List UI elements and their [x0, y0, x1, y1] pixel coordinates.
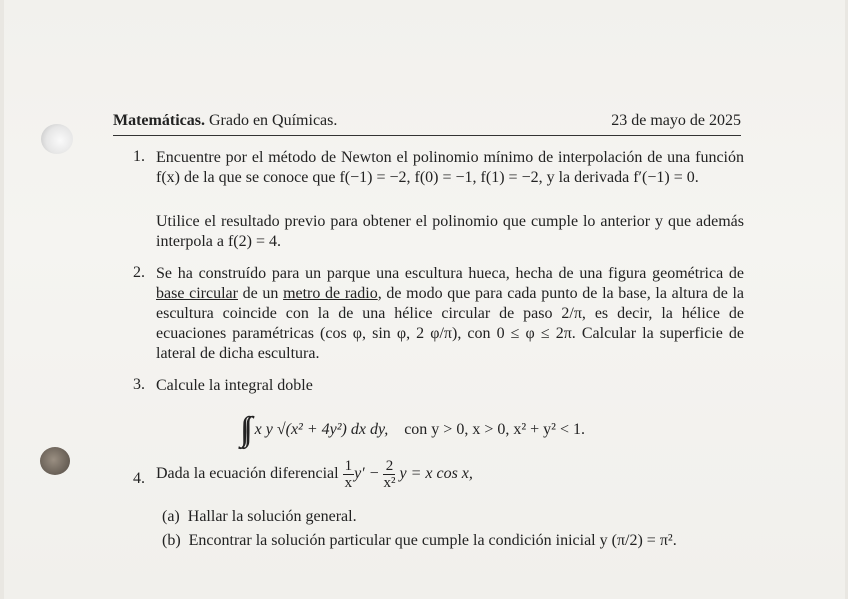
punch-hole-top [41, 124, 73, 154]
equation-middle: y′ − [354, 465, 380, 483]
fraction-2-over-x2 [383, 458, 395, 491]
fraction-1-over-x [343, 458, 355, 491]
problem-1-paragraph-1: Encuentre por el método de Newton el polinomio mínimo de interpolación de una función f(x) de la que se conoce que f(−1) = −2, f(0) = −1, f(1) = −2, y la derivada f′(−1) = 0. [156, 149, 744, 186]
problem-2-text-b: de un [237, 285, 284, 302]
equation-rhs: y = x cos x, [399, 465, 473, 483]
fraction-1-numerator: 1 [344, 458, 353, 474]
double-integral-sign-icon: ∫∫ [240, 411, 247, 448]
problem-4-equation [156, 458, 744, 491]
part-a-text: Hallar la solución general. [187, 508, 357, 525]
integral-conditions: con y > 0, x > 0, x² + y² < 1. [404, 421, 585, 438]
double-integral [240, 405, 585, 448]
underlined-metro-de-radio: metro de radio [283, 285, 378, 302]
problem-3-number: 3. [133, 376, 145, 393]
part-b-label: (b) [162, 532, 181, 549]
course-title-bold: Matemáticas. [113, 112, 205, 129]
problem-2-text-c: , de modo que para cada punto de la base, la altura de la escultura coincide con la de una hélice circular de paso 2/π, es decir, la hélice de ecuaciones paramétricas (cos φ, sin φ, 2 φ/π), con 0 ≤ φ ≤ 2π. Calcular la superficie de lateral de dicha escultura. [156, 285, 745, 362]
problem-2-number: 2. [133, 264, 145, 281]
fraction-2-denominator: x² [383, 475, 396, 491]
problem-4-intro: Dada la ecuación diferencial [156, 465, 339, 483]
problem-2-text [156, 264, 744, 364]
course-title-rest: Grado en Químicas. [208, 112, 338, 129]
underlined-base-circular: base circular [156, 285, 238, 302]
header-rule [113, 135, 741, 136]
part-b [162, 532, 677, 550]
fraction-2-numerator: 2 [383, 458, 395, 475]
problem-4-number: 4. [133, 470, 145, 487]
part-b-text: Encontrar la solución particular que cumple la condición inicial y (π/2) = π². [188, 532, 677, 549]
exam-date: 23 de mayo de 2025 [611, 112, 741, 129]
course-title [113, 112, 337, 130]
problem-1-paragraph-2: Utilice el resultado previo para obtener el polinomio que cumple lo anterior y que además interpola a f(2) = 4. [156, 213, 744, 250]
problem-1-number: 1. [133, 148, 145, 165]
problem-3-intro: Calcule la integral doble [156, 377, 313, 394]
punch-hole-bottom [40, 447, 70, 475]
part-a [162, 508, 357, 526]
exam-header [113, 112, 741, 134]
part-a-label: (a) [162, 508, 180, 525]
fraction-1-denominator: x [344, 475, 353, 491]
integrand: x y √(x² + 4y²) dx dy, [254, 421, 389, 438]
problem-2-text-a: Se ha construído para un parque una escultura hueca, hecha de una figura geométrica de [156, 265, 744, 282]
